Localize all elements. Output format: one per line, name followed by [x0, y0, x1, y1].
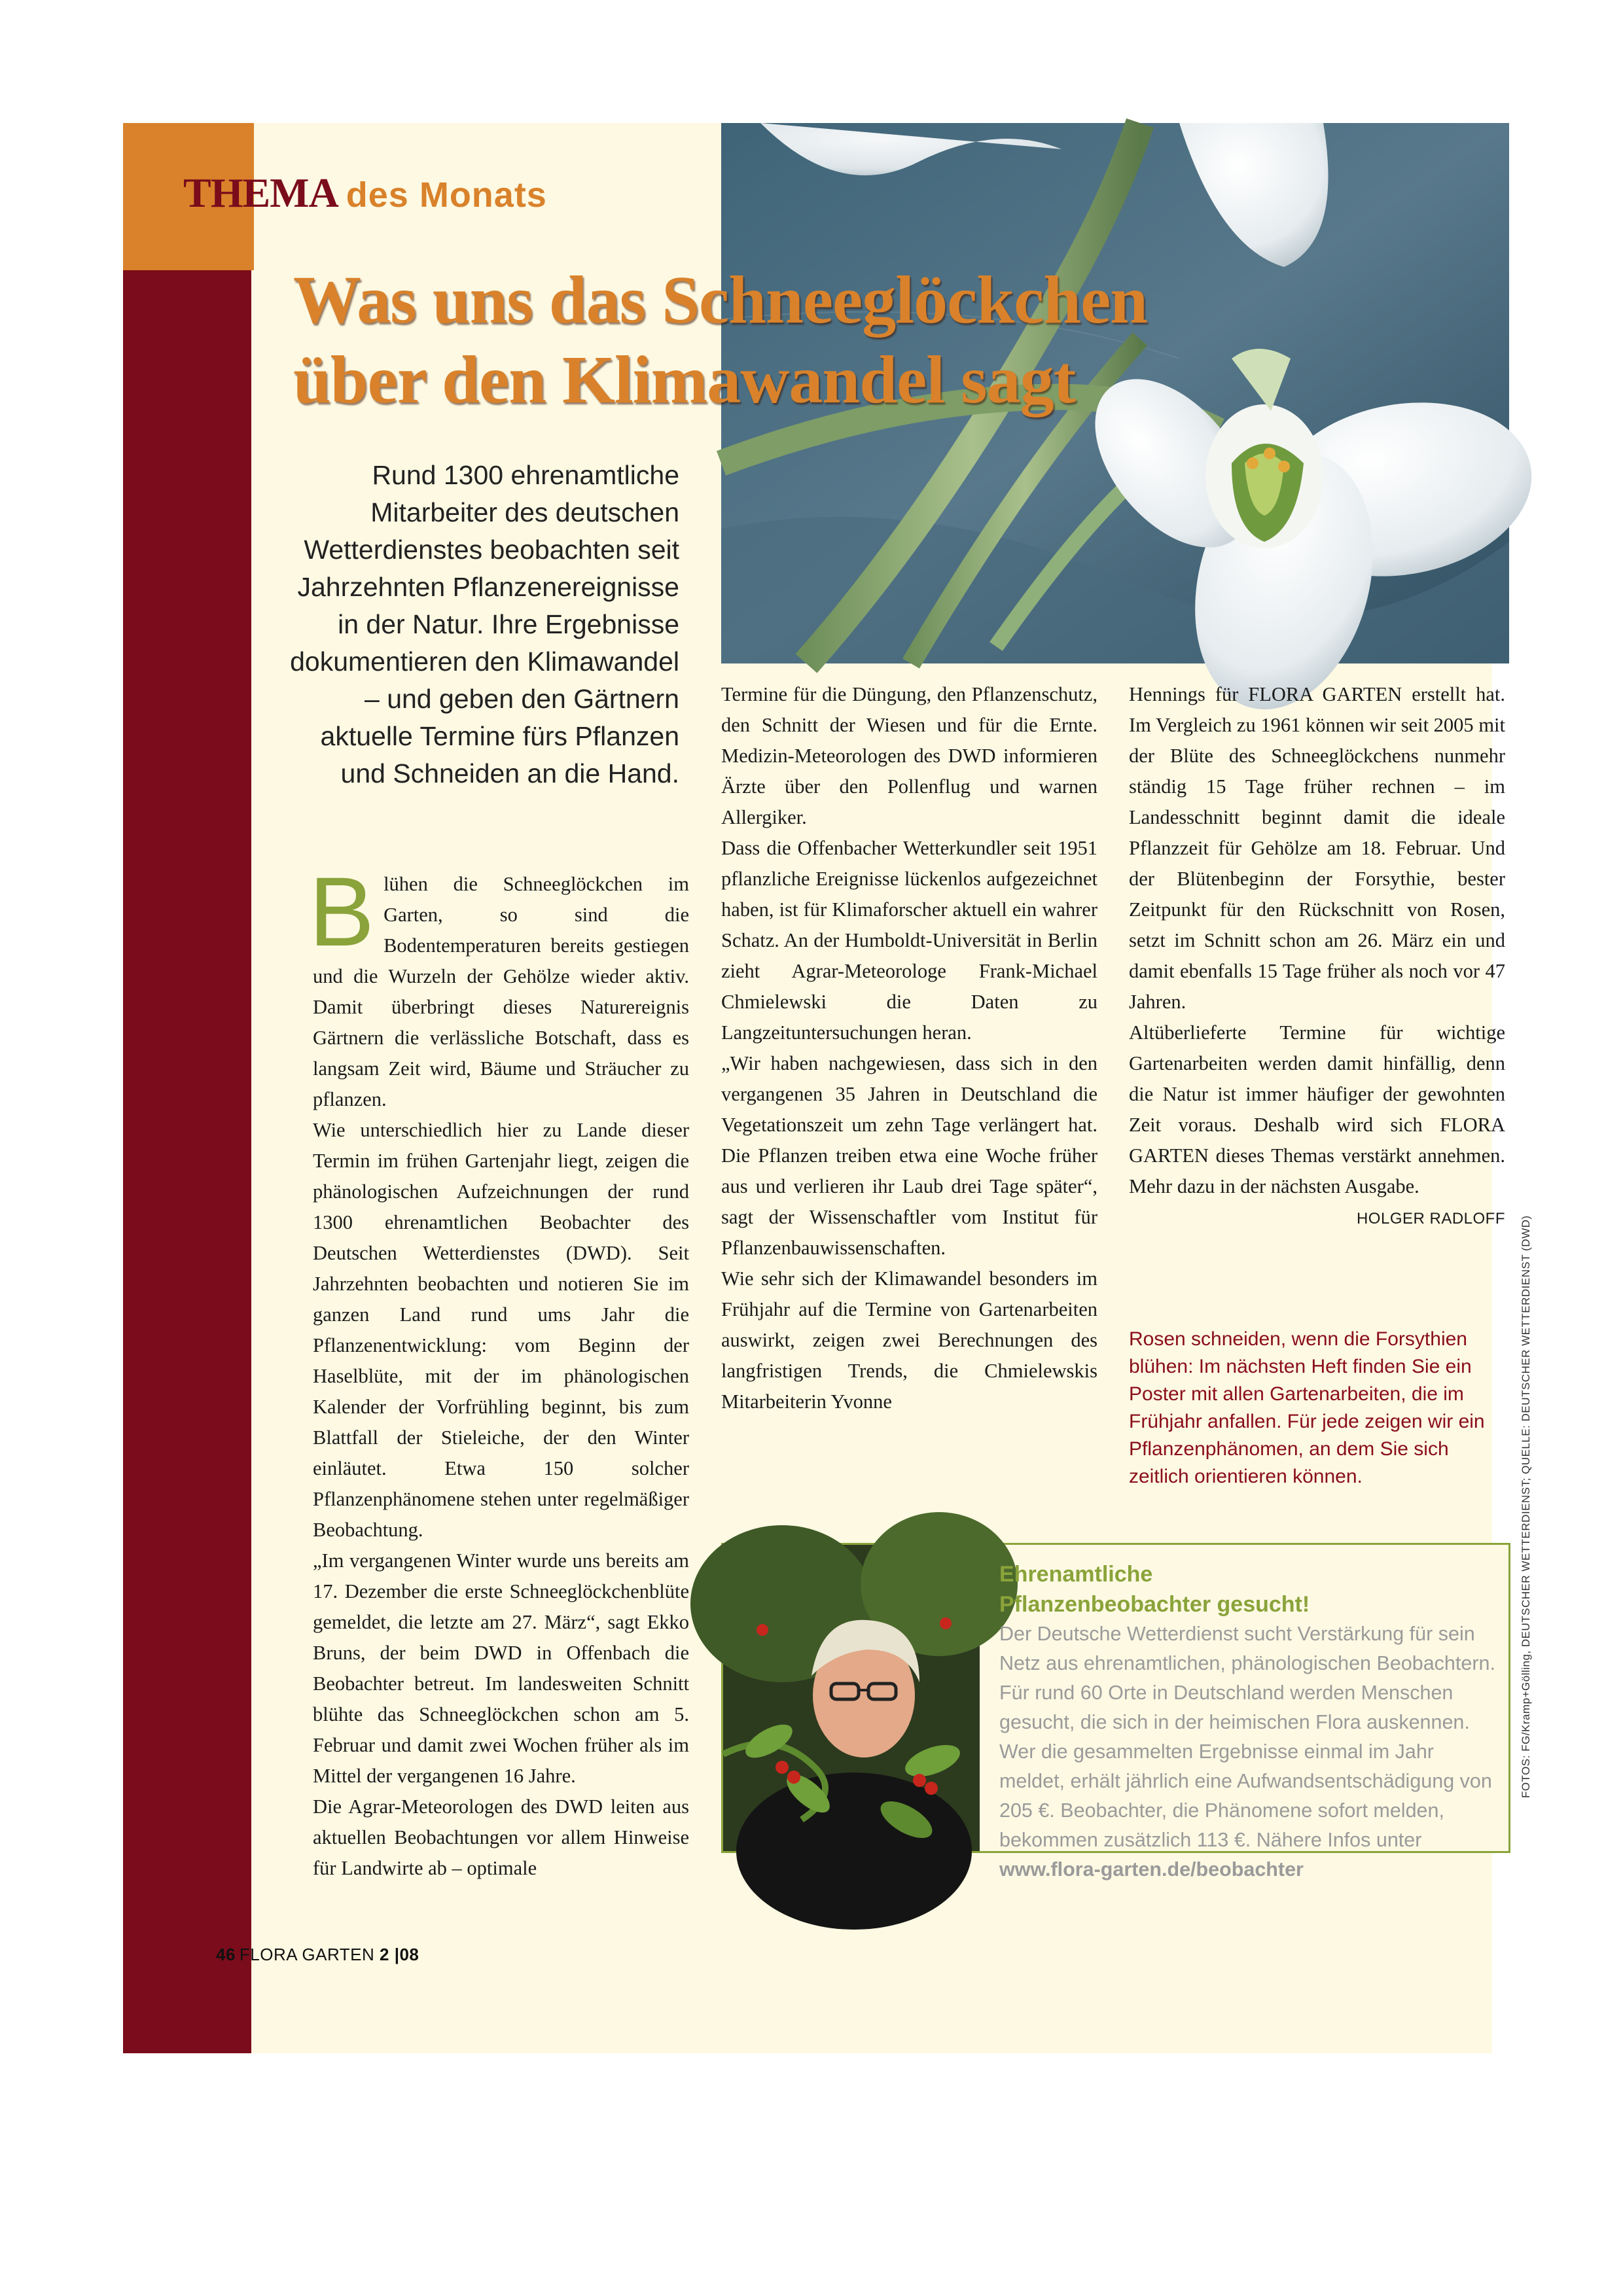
article-headline: [293, 260, 1406, 420]
observer-photo: [723, 1545, 980, 1851]
paragraph: Die Agrar-Meteorologen des DWD leiten aus aktuellen Beobachtungen vor allem Hinweise für Landwirte ab – optimale: [313, 1795, 689, 1879]
article-column-1: [309, 857, 689, 1884]
volunteer-info-box: [721, 1543, 1510, 1881]
page-folio: [216, 1945, 419, 1965]
drop-cap: B: [309, 857, 375, 966]
sidebar-accent-burgundy: [123, 270, 251, 2053]
article-column-2: [721, 679, 1097, 1417]
paragraph: Dass die Offenbacher Wetterkundler seit 1951 pflanzliche Ereignisse lückenlos aufgezeichnet haben, ist für Klimaforscher aktuell ein wahrer Schatz. An der Humboldt-Universität in Berlin zieht Agrar-Meteorologe Frank-Michael Chmielewski die Daten zu Langzeituntersuchungen heran.: [721, 837, 1097, 1044]
photo-credit: FOTOS: FG/Kramp+Gölling, DEUTSCHER WETTERDIENST; QUELLE: DEUTSCHER WETTERDIENST (DWD): [1520, 1215, 1532, 1798]
rubric-sub: des Monats: [346, 175, 547, 215]
next-issue-teaser: Rosen schneiden, wenn die Forsythien blühen: Im nächsten Heft finden Sie ein Poster mit allen Gartenarbeiten, die im Frühjahr anfallen. Für jede zeigen wir ein Pflanzenphänomen, an dem Sie sich zeitlich orientieren können.: [1129, 1328, 1485, 1487]
paragraph: [1129, 1017, 1505, 1227]
paragraph: Termine für die Düngung, den Pflanzenschutz, den Schnitt der Wiesen und für die Ernte. Medizin-Meteorologen des DWD informieren Ärzte über den Pollenflug und warnen Allergiker.: [721, 683, 1097, 828]
paragraph-text: Altüberlieferte Termine für wichtige Gartenarbeiten werden damit hinfällig, denn die Natur ist immer häufiger der gewohnten Zeit voraus. Deshalb wird sich FLORA GARTEN dieses Themas verstärkt annehmen. Mehr dazu in der nächsten Ausgabe.: [1129, 1021, 1505, 1197]
box-text: [999, 1559, 1497, 1884]
box-website-link[interactable]: www.flora-garten.de/beobachter: [999, 1858, 1304, 1881]
magazine-page: [123, 123, 1532, 2053]
rubric-main: THEMA: [183, 169, 338, 216]
paragraph: „Im vergangenen Winter wurde uns bereits am 17. Dezember die erste Schneeglöckchenblüte gemeldet, die letzte am 27. März“, sagt Ekko Bruns, der beim DWD in Offenbach die Beobachter betreut. Im landesweiten Schnitt blühte das Schneeglöckchen schon am 5. Februar und damit zwei Wochen früher als im Mittel der vergangenen 16 Jahre.: [313, 1549, 689, 1787]
paragraph: Hennings für FLORA GARTEN erstellt hat. Im Vergleich zu 1961 können wir seit 2005 mit der Blüte des Schneeglöckchens nunmehr ständig 15 Tage früher rechnen – im Landesschnitt beginnt damit die ideale Pflanzzeit für Gehölze am 18. Februar. Und der Blütenbeginn der Forsythie, bester Zeitpunkt für den Rückschnitt von Rosen, setzt im Schnitt schon am 26. März ein und damit ebenfalls 15 Tage früher als noch vor 47 Jahren.: [1129, 683, 1505, 1013]
paragraph: „Wir haben nachgewiesen, dass sich in den vergangenen 35 Jahren in Deutschland die Vegetationszeit um zehn Tage verlängert hat. Die Pflanzen treiben etwa eine Woche früher aus und verlieren ihr Laub drei Tage später“, sagt der Wissenschaftler vom Institut für Pflanzenbauwissenschaften.: [721, 1052, 1097, 1259]
page-number: 46: [216, 1945, 236, 1964]
paragraph: Wie sehr sich der Klimawandel besonders im Frühjahr auf die Termine von Gartenarbeiten auswirkt, zeigen zwei Berechnungen des langfristigen Trends, die Chmielewskis Mitarbeiterin Yvonne: [721, 1267, 1097, 1413]
paragraph: [309, 857, 689, 1115]
magazine-name: FLORA GARTEN: [239, 1945, 375, 1964]
headline-line-2: über den Klimawandel sagt: [293, 342, 1076, 417]
headline-line-1: Was uns das Schneeglöckchen: [293, 262, 1148, 338]
paragraph-text: lühen die Schneeglöckchen im Garten, so sind die Bodentemperaturen bereits gestiegen und die Wurzeln der Gehölze wieder aktiv. Damit überbringt dieses Naturereignis Gärtnern die verlässliche Botschaft, dass es langsam Zeit wird, Bäume und Sträucher zu pflanzen.: [313, 873, 689, 1110]
section-rubric: [183, 169, 547, 217]
article-lead: Rund 1300 ehrenamtliche Mitarbeiter des deutschen Wetterdienstes beobachten seit Jahrzehnten Pflanzenereignisse in der Natur. Ihre Ergebnisse dokumentieren den Klimawandel – und geben den Gärtnern aktuelle Termine fürs Pflanzen und Schneiden an die Hand.: [290, 460, 679, 788]
article-column-3: [1129, 679, 1505, 1234]
paragraph: Wie unterschiedlich hier zu Lande dieser Termin im frühen Gartenjahr liegt, zeigen die phänologischen Aufzeichnungen der rund 1300 ehrenamtlichen Beobachter des Deutschen Wetterdienstes (DWD). Seit Jahrzehnten beobachten und notieren Sie im ganzen Land rund ums Jahr die Pflanzenentwicklung: vom Beginn der Haselblüte, mit der im phänologischen Kalender der Vorfrühling beginnt, bis zum Blattfall der Stieleiche, der den Winter einläutet. Etwa 150 solcher Pflanzenphänomene stehen unter regelmäßiger Beobachtung.: [313, 1119, 689, 1541]
issue-number: 2 |08: [380, 1945, 419, 1964]
box-body: Der Deutsche Wetterdienst sucht Verstärkung für sein Netz aus ehrenamtlichen, phänologischen Beobachtern. Für rund 60 Orte in Deutschland werden Menschen gesucht, die sich in der heimischen Flora auskennen. Wer die gesammelten Ergebnisse einmal im Jahr meldet, erhält jährlich eine Aufwandsentschädigung von 205 €. Beobachter, die Phänomene sofort melden, bekommen zusätzlich 113 €. Nähere Infos unter: [999, 1623, 1495, 1851]
box-title-line-2: Pflanzenbeobachter gesucht!: [999, 1592, 1310, 1617]
author-byline: HOLGER RADLOFF: [1356, 1210, 1505, 1227]
box-title-line-1: Ehrenamtliche: [999, 1562, 1153, 1587]
